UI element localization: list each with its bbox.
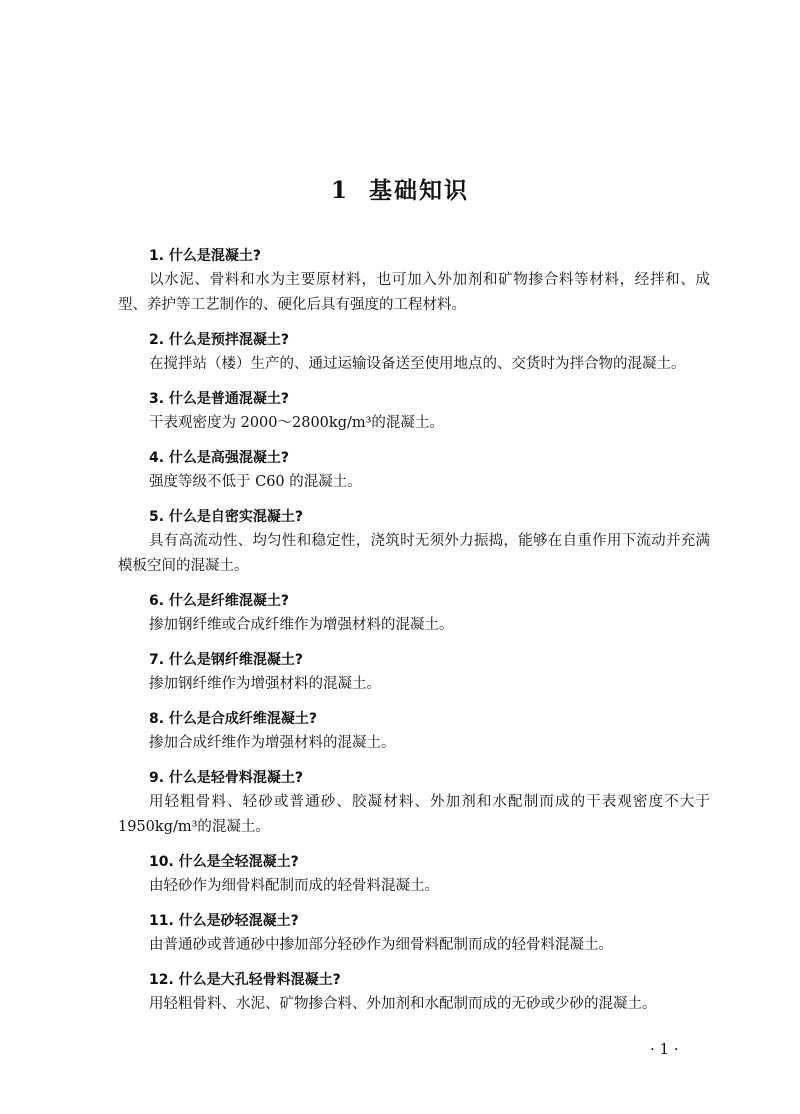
question: 9. 什么是轻骨料混凝土? [149,770,304,786]
qa-item [118,446,710,495]
question: 4. 什么是高强混凝土? [149,450,290,466]
question: 12. 什么是大孔轻骨料混凝土? [149,972,341,988]
qa-item [118,968,710,1017]
answer: 用轻粗骨料、轻砂或普通砂、胶凝材料、外加剂和水配制而成的干表观密度不大于 1950kg/m³的混凝土。 [118,794,710,835]
question: 1. 什么是混凝土? [149,248,262,264]
qa-item [118,328,710,377]
question: 11. 什么是砂轻混凝土? [149,913,299,929]
answer: 掺加钢纤维或合成纤维作为增强材料的混凝土。 [149,617,454,633]
qa-item [118,244,710,318]
question: 2. 什么是预拌混凝土? [149,332,290,348]
question: 7. 什么是钢纤维混凝土? [149,652,304,668]
qa-item [118,648,710,697]
answer: 由轻砂作为细骨料配制而成的轻骨料混凝土。 [149,878,439,894]
question: 8. 什么是合成纤维混凝土? [149,711,318,727]
qa-item [118,505,710,579]
answer: 以水泥、骨料和水为主要原材料，也可加入外加剂和矿物掺合料等材料，经拌和、成型、养护等工艺制作的、硬化后具有强度的工程材料。 [118,272,710,313]
page-number: · 1 · [650,1040,679,1058]
question: 10. 什么是全轻混凝土? [149,854,299,870]
answer: 用轻粗骨料、水泥、矿物掺合料、外加剂和水配制而成的无砂或少砂的混凝土。 [149,996,657,1012]
qa-item [118,589,710,638]
qa-item [118,766,710,840]
qa-item [118,387,710,436]
qa-item [118,707,710,756]
answer: 掺加钢纤维作为增强材料的混凝土。 [149,676,381,692]
qa-list [118,244,710,1027]
chapter-title [0,172,800,205]
chapter-title-text: 基础知识 [369,178,469,204]
answer: 在搅拌站（楼）生产的、通过运输设备送至使用地点的、交货时为拌合物的混凝土。 [149,356,686,372]
chapter-number: 1 [330,177,349,204]
qa-item [118,909,710,958]
question: 6. 什么是纤维混凝土? [149,593,290,609]
question: 5. 什么是自密实混凝土? [149,509,304,525]
answer: 具有高流动性、均匀性和稳定性，浇筑时无须外力振捣，能够在自重作用下流动并充满模板空间的混凝土。 [118,533,710,574]
question: 3. 什么是普通混凝土? [149,391,290,407]
answer: 掺加合成纤维作为增强材料的混凝土。 [149,735,396,751]
answer: 干表观密度为 2000～2800kg/m³的混凝土。 [149,415,444,431]
qa-item [118,850,710,899]
answer: 强度等级不低于 C60 的混凝土。 [149,474,362,490]
answer: 由普通砂或普通砂中掺加部分轻砂作为细骨料配制而成的轻骨料混凝土。 [149,937,613,953]
